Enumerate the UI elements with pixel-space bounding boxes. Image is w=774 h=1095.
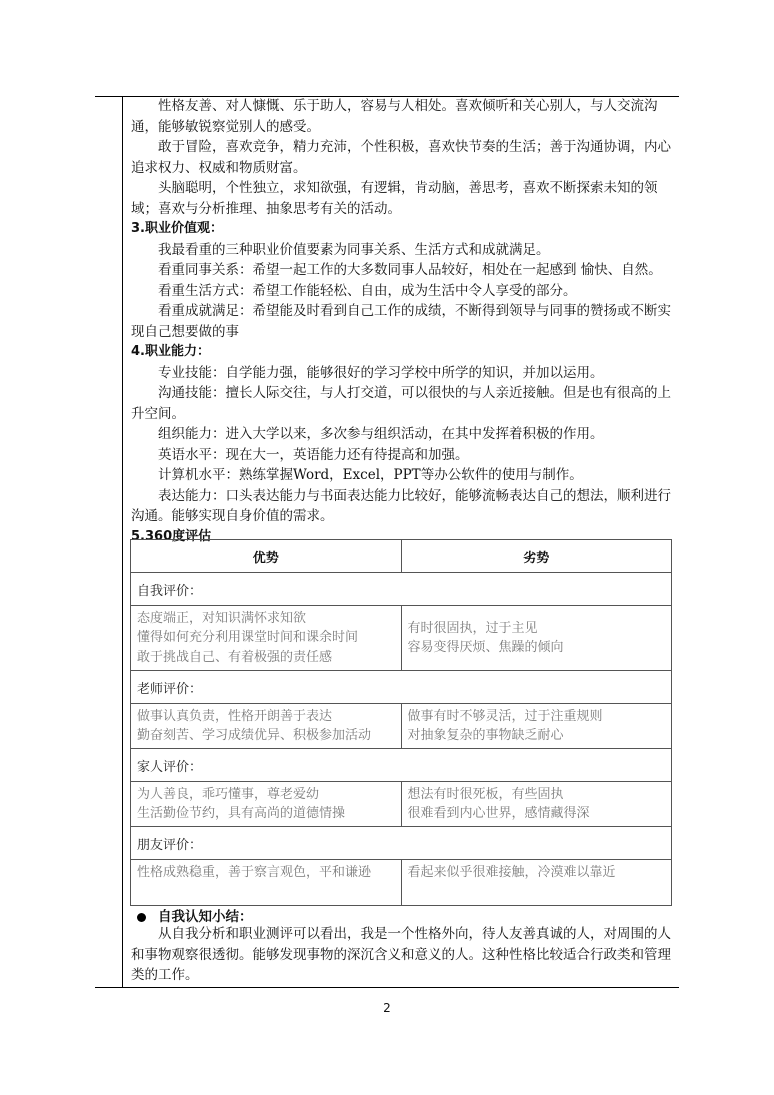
- paragraph: 专业技能：自学能力强，能够很好的学习学校中所学的知识，并加以运用。: [158, 364, 604, 381]
- paragraph: 英语水平：现在大一，英语能力还有待提高和加强。: [158, 446, 469, 463]
- pros-item: 勤奋刻苦、学习成绩优异、积极参加活动: [137, 728, 372, 743]
- pros-item: 懂得如何充分利用课堂时间和课余时间: [137, 630, 359, 646]
- cons-item: 容易变得厌烦、焦躁的倾向: [407, 640, 564, 655]
- paragraph: 组织能力：进入大学以来，多次参与组织活动，在其中发挥着积极的作用。: [158, 426, 604, 442]
- cons-item: 看起来似乎很难接触，冷漠难以靠近: [407, 865, 616, 880]
- pros-item: 性格成熟稳重，善于察言观色，平和谦逊: [137, 865, 372, 880]
- cons-item: 做事有时不够灵活，过于注重规则: [407, 708, 603, 724]
- summary-heading: [131, 905, 253, 925]
- pros-cell: [131, 860, 402, 906]
- cons-cell: [401, 606, 672, 671]
- evaluation-table: [130, 539, 672, 906]
- pros-cell: [131, 606, 402, 671]
- pros-item: 敢于挑战自己、有着极强的责任感: [137, 649, 333, 665]
- summary-heading-text: 自我认知小结：: [158, 909, 253, 925]
- paragraph: 头脑聪明，个性独立，求知欲强，有逻辑，肯动脑，善思考，喜欢不断探索未知的领域；喜欢与分析推理、抽象思考有关的活动。: [131, 180, 658, 217]
- bullet-icon: [137, 913, 146, 922]
- section-heading-ability: 4.职业能力：: [131, 344, 210, 359]
- body-content: [131, 96, 676, 547]
- paragraph: 敢于冒险，喜欢竞争，精力充沛，个性积极，喜欢快节奏的生活；善于沟通协调，内心追求权力、权威和物质财富。: [131, 139, 671, 176]
- column-header-pros: 优势: [131, 540, 402, 573]
- pros-item: 生活勤俭节约，具有高尚的道德情操: [137, 806, 346, 821]
- pros-item: 做事认真负责，性格开朗善于表达: [137, 708, 333, 724]
- paragraph: 计算机水平：熟练掌握Word，Excel，PPT等办公软件的使用与制作。: [158, 467, 583, 483]
- cons-cell: [401, 860, 672, 906]
- pros-cell: [131, 782, 402, 827]
- left-margin-line: [122, 97, 123, 987]
- group-title-teacher: 老师评价：: [131, 671, 672, 704]
- group-title-friends: 朋友评价：: [131, 827, 672, 860]
- paragraph: 我最看重的三种职业价值要素为同事关系、生活方式和成就满足。: [158, 241, 550, 258]
- cons-item: 对抽象复杂的事物缺乏耐心: [407, 728, 564, 743]
- cons-item: 很难看到内心世界，感情藏得深: [407, 806, 590, 821]
- cons-item: 想法有时很死板，有些固执: [407, 786, 564, 802]
- cons-cell: [401, 782, 672, 827]
- cons-cell: [401, 704, 672, 749]
- summary-text: 从自我分析和职业测评可以看出，我是一个性格外向，待人友善真诚的人，对周围的人和事物观察很透彻。能够发现事物的深沉含义和意义的人。这种性格比较适合行政类和管理类的工作。: [131, 926, 671, 983]
- pros-item: 态度端正，对知识满怀求知欲: [137, 610, 307, 626]
- paragraph: 看重生活方式：希望工作能轻松、自由，成为生活中令人享受的部分。: [158, 282, 577, 299]
- column-header-cons: 劣势: [401, 540, 672, 573]
- paragraph: 看重同事关系：希望一起工作的大多数同事人品较好，相处在一起感到 愉快、自然。: [158, 262, 662, 278]
- page-number: 2: [383, 1001, 391, 1015]
- section-heading-values: 3.职业价值观：: [131, 221, 223, 236]
- cons-item: 有时很固执，过于主见: [407, 620, 538, 636]
- group-title-family: 家人评价：: [131, 749, 672, 782]
- group-title-self: 自我评价：: [131, 573, 672, 606]
- paragraph: 看重成就满足：希望能及时看到自己工作的成绩，不断得到领导与同事的赞扬或不断实现自己想要做的事: [131, 303, 671, 340]
- pros-item: 为人善良，乖巧懂事，尊老爱幼: [137, 786, 320, 802]
- pros-cell: [131, 704, 402, 749]
- paragraph: 性格友善、对人慷慨、乐于助人，容易与人相处。喜欢倾听和关心别人，与人交流沟通，能够敏锐察觉别人的感受。: [131, 98, 658, 135]
- paragraph: 表达能力：口头表达能力与书面表达能力比较好，能够流畅表达自己的想法，顺利进行沟通。能够实现自身价值的需求。: [131, 487, 671, 524]
- paragraph: 沟通技能：擅长人际交往，与人打交道，可以很快的与人亲近接触。但是也有很高的上升空间。: [131, 385, 671, 422]
- section-heading-360: 5.360度评估: [131, 528, 212, 544]
- summary-block: [131, 924, 676, 986]
